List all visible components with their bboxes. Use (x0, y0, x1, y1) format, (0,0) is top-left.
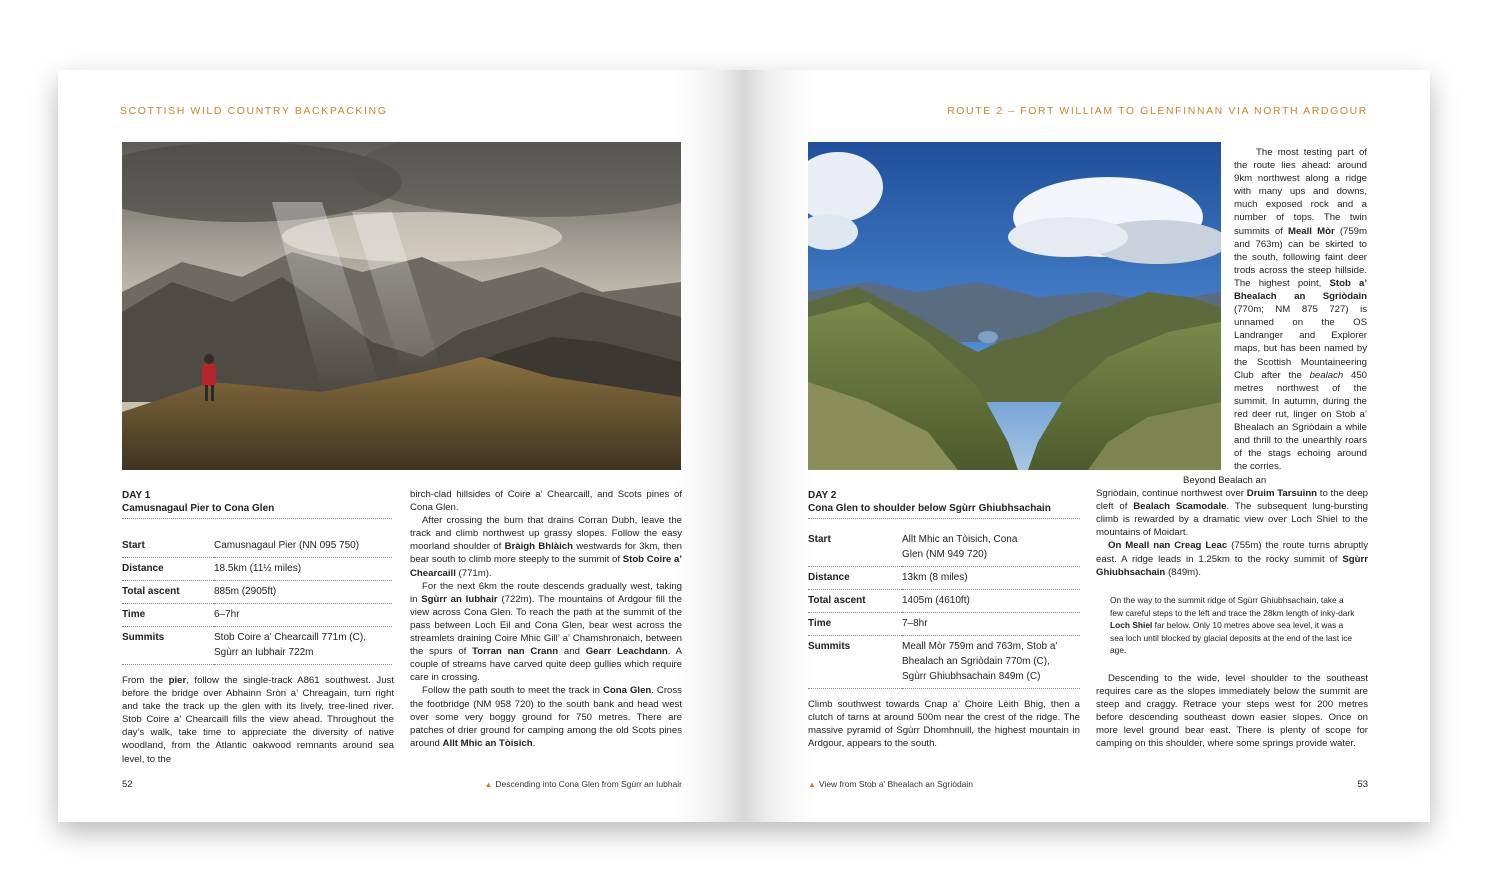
fact-key: Start (122, 535, 214, 558)
fact-key: Distance (808, 567, 902, 590)
photo-caption-box: On the way to the summit ridge of Sgùrr Ghiubhsachain, take a few careful steps to the left and trace the 28km length of inky-dark Loch Shiel far below. Only 10 metres above sea level, it was a sea loch until blocked by glacial deposits at the end of the last ice age. (1110, 595, 1355, 656)
fact-row (808, 529, 1080, 567)
day1-facts-table (122, 535, 392, 665)
fact-row (808, 590, 1080, 613)
day1-block (122, 490, 392, 665)
fact-key: Time (122, 604, 214, 627)
fact-value: Stob Coire a' Chearcaill 771m (C), Sgùrr an Iubhair 722m (214, 627, 392, 665)
fact-key: Total ascent (122, 581, 214, 604)
day2-title: DAY 2 (808, 490, 837, 501)
right-col2-text: Beyond Bealach an Sgriòdain, continue northwest over Druim Tarsuinn to the deep cleft of Bealach Scamodale. The subsequent lung-bursting climb is rewarded by a dramatic view over Loch Shiel to the mountains of Moidart. On Meall nan Creag Leac (755m) the route turns abruptly east. A ridge leads in 1.25km to the rocky summit of Sgùrr Ghiubhsachain (849m). (1096, 475, 1368, 578)
day2-subtitle: Cona Glen to shoulder below Sgùrr Ghiubhsachain (808, 503, 1051, 514)
day2-facts-table (808, 529, 1080, 689)
fact-row (122, 627, 392, 665)
fact-row (122, 581, 392, 604)
left-col2-text: birch-clad hillsides of Coire a’ Chearcaill, and Scots pines of Cona Glen. After crossing the burn that drains Corran Dubh, leave the track and climb northwest up grassy slopes. Follow the easy moorland shoulder of Bràigh Bhlàich westwards for 3km, then bear south to climb more steeply to the summit of Stob Coire a’ Chearcaill (771m). For the next 6km the route descends gradually west, taking in Sgùrr an Iubhair (722m). The mountains of Ardgour fill the view across Cona Glen. To reach the path at the summit of the pass between Loch Eil and Cona Glen, bear west across the streamlets draining Coire Mhic Gill’ a’ Chamshronaich, between the spurs of Torran nan Crann and Gearr Leachdann. A couple of streams have carved quite deep gullies which require care in crossing. Follow the path south to meet the track in Cona Glen. Cross the footbridge (NM 958 720) to the south bank and head west over some very boggy ground for 750 metres. There are patches of drier ground for camping among the old Scots pines around Allt Mhic an Tòisich. (410, 489, 683, 749)
fact-value: 7–8hr (902, 613, 1080, 636)
left-col1-text: From the pier, follow the single-track A861 southwest. Just before the bridge over Abhainn Sròn a’ Chreagain, turn right and take the track up the glen with its lively, tree-lined river. Stob Coire a’ Chearcaill fills the view ahead. Throughout the day’s walk, take time to appreciate the diversity of native woodland, from the Atlantic oakwood remnants around sea level, to the (122, 675, 394, 765)
fact-value: Meall Mòr 759m and 763m, Stob a' Bhealach an Sgriòdain 770m (C), Sgùrr Ghiubhsachain 849m (C) (902, 636, 1080, 689)
day1-rule (122, 518, 392, 519)
running-head-right: ROUTE 2 – FORT WILLIAM TO GLENFINNAN VIA NORTH ARDGOUR (947, 105, 1368, 117)
running-head-left: SCOTTISH WILD COUNTRY BACKPACKING (120, 105, 388, 117)
right-col1-text: Climb southwest towards Cnap a’ Choire Lèith Bhig, then a clutch of tarns at around 500m near the crest of the ridge. The massive pyramid of Sgùrr Dhomhnuill, the highest mountain in Ardgour, appears to the south. (808, 699, 1080, 750)
fact-value: 18.5km (11½ miles) (214, 558, 392, 581)
fact-value: 1405m (4610ft) (902, 590, 1080, 613)
caption-left (484, 779, 682, 789)
fact-row (808, 613, 1080, 636)
fact-value: Allt Mhic an Tòisich, Cona Glen (NM 949 720) (902, 529, 1080, 567)
fact-key: Total ascent (808, 590, 902, 613)
caption-left-text: Descending into Cona Glen from Sgùrr an Iubhair (495, 779, 682, 789)
fact-value: Camusnagaul Pier (NN 095 750) (214, 535, 392, 558)
day2-rule (808, 518, 1080, 519)
fact-value: 13km (8 miles) (902, 567, 1080, 590)
fact-key: Summits (122, 627, 214, 665)
photo-stob-a-bhealach (808, 142, 1221, 470)
right-col2-bottom-text: Descending to the wide, level shoulder to the southeast requires care as the slopes immediately below the summit are steep and craggy. Retrace your steps west for 200 metres before descending southeast down easier slopes. Once on more level ground bear east. There is plenty of scope for camping on this shoulder, where some springs provide water. (1096, 673, 1368, 750)
right-page (744, 70, 1430, 822)
book-spread (58, 70, 1430, 822)
photo-cona-glen (122, 142, 681, 470)
triangle-up-icon: ▲ (484, 780, 493, 789)
caption-right-text: View from Stob a' Bhealach an Sgriòdain (818, 779, 974, 789)
fact-value: 885m (2905ft) (214, 581, 392, 604)
fact-key: Summits (808, 636, 902, 689)
fact-value: 6–7hr (214, 604, 392, 627)
day2-block (808, 490, 1080, 689)
fact-row (122, 558, 392, 581)
fact-row (808, 567, 1080, 590)
fact-row (122, 604, 392, 627)
caption-right (808, 779, 973, 789)
left-page (58, 70, 744, 822)
folio-left: 52 (122, 779, 133, 790)
day1-title: DAY 1 (122, 490, 151, 501)
fact-key: Distance (122, 558, 214, 581)
fact-key: Time (808, 613, 902, 636)
triangle-up-icon: ▲ (808, 780, 816, 789)
fact-row (808, 636, 1080, 689)
fact-row (122, 535, 392, 558)
folio-right: 53 (1357, 779, 1368, 790)
fact-key: Start (808, 529, 902, 567)
day1-subtitle: Camusnagaul Pier to Cona Glen (122, 503, 275, 514)
right-sidebar-text: The most testing part of the route lies ahead: around 9km northwest along a ridge with many ups and downs, much exposed rock and a number of tops. The twin summits of Meall Mòr (759m and 763m) can be skirted to the south, following faint deer trods across the steep hillside. The highest point, Stob a’ Bhealach an Sgriòdain (770m; NM 875 727) is unnamed on the OS Landranger and Explorer maps, but has been named by the Scottish Mountaineering Club after the bealach 450 metres northwest of the summit. In autumn, during the red deer rut, linger on Stob a’ Bhealach an Sgriòdain a while and thrill to the unearthly roars of the stags echoing around the corries. (1234, 147, 1368, 473)
